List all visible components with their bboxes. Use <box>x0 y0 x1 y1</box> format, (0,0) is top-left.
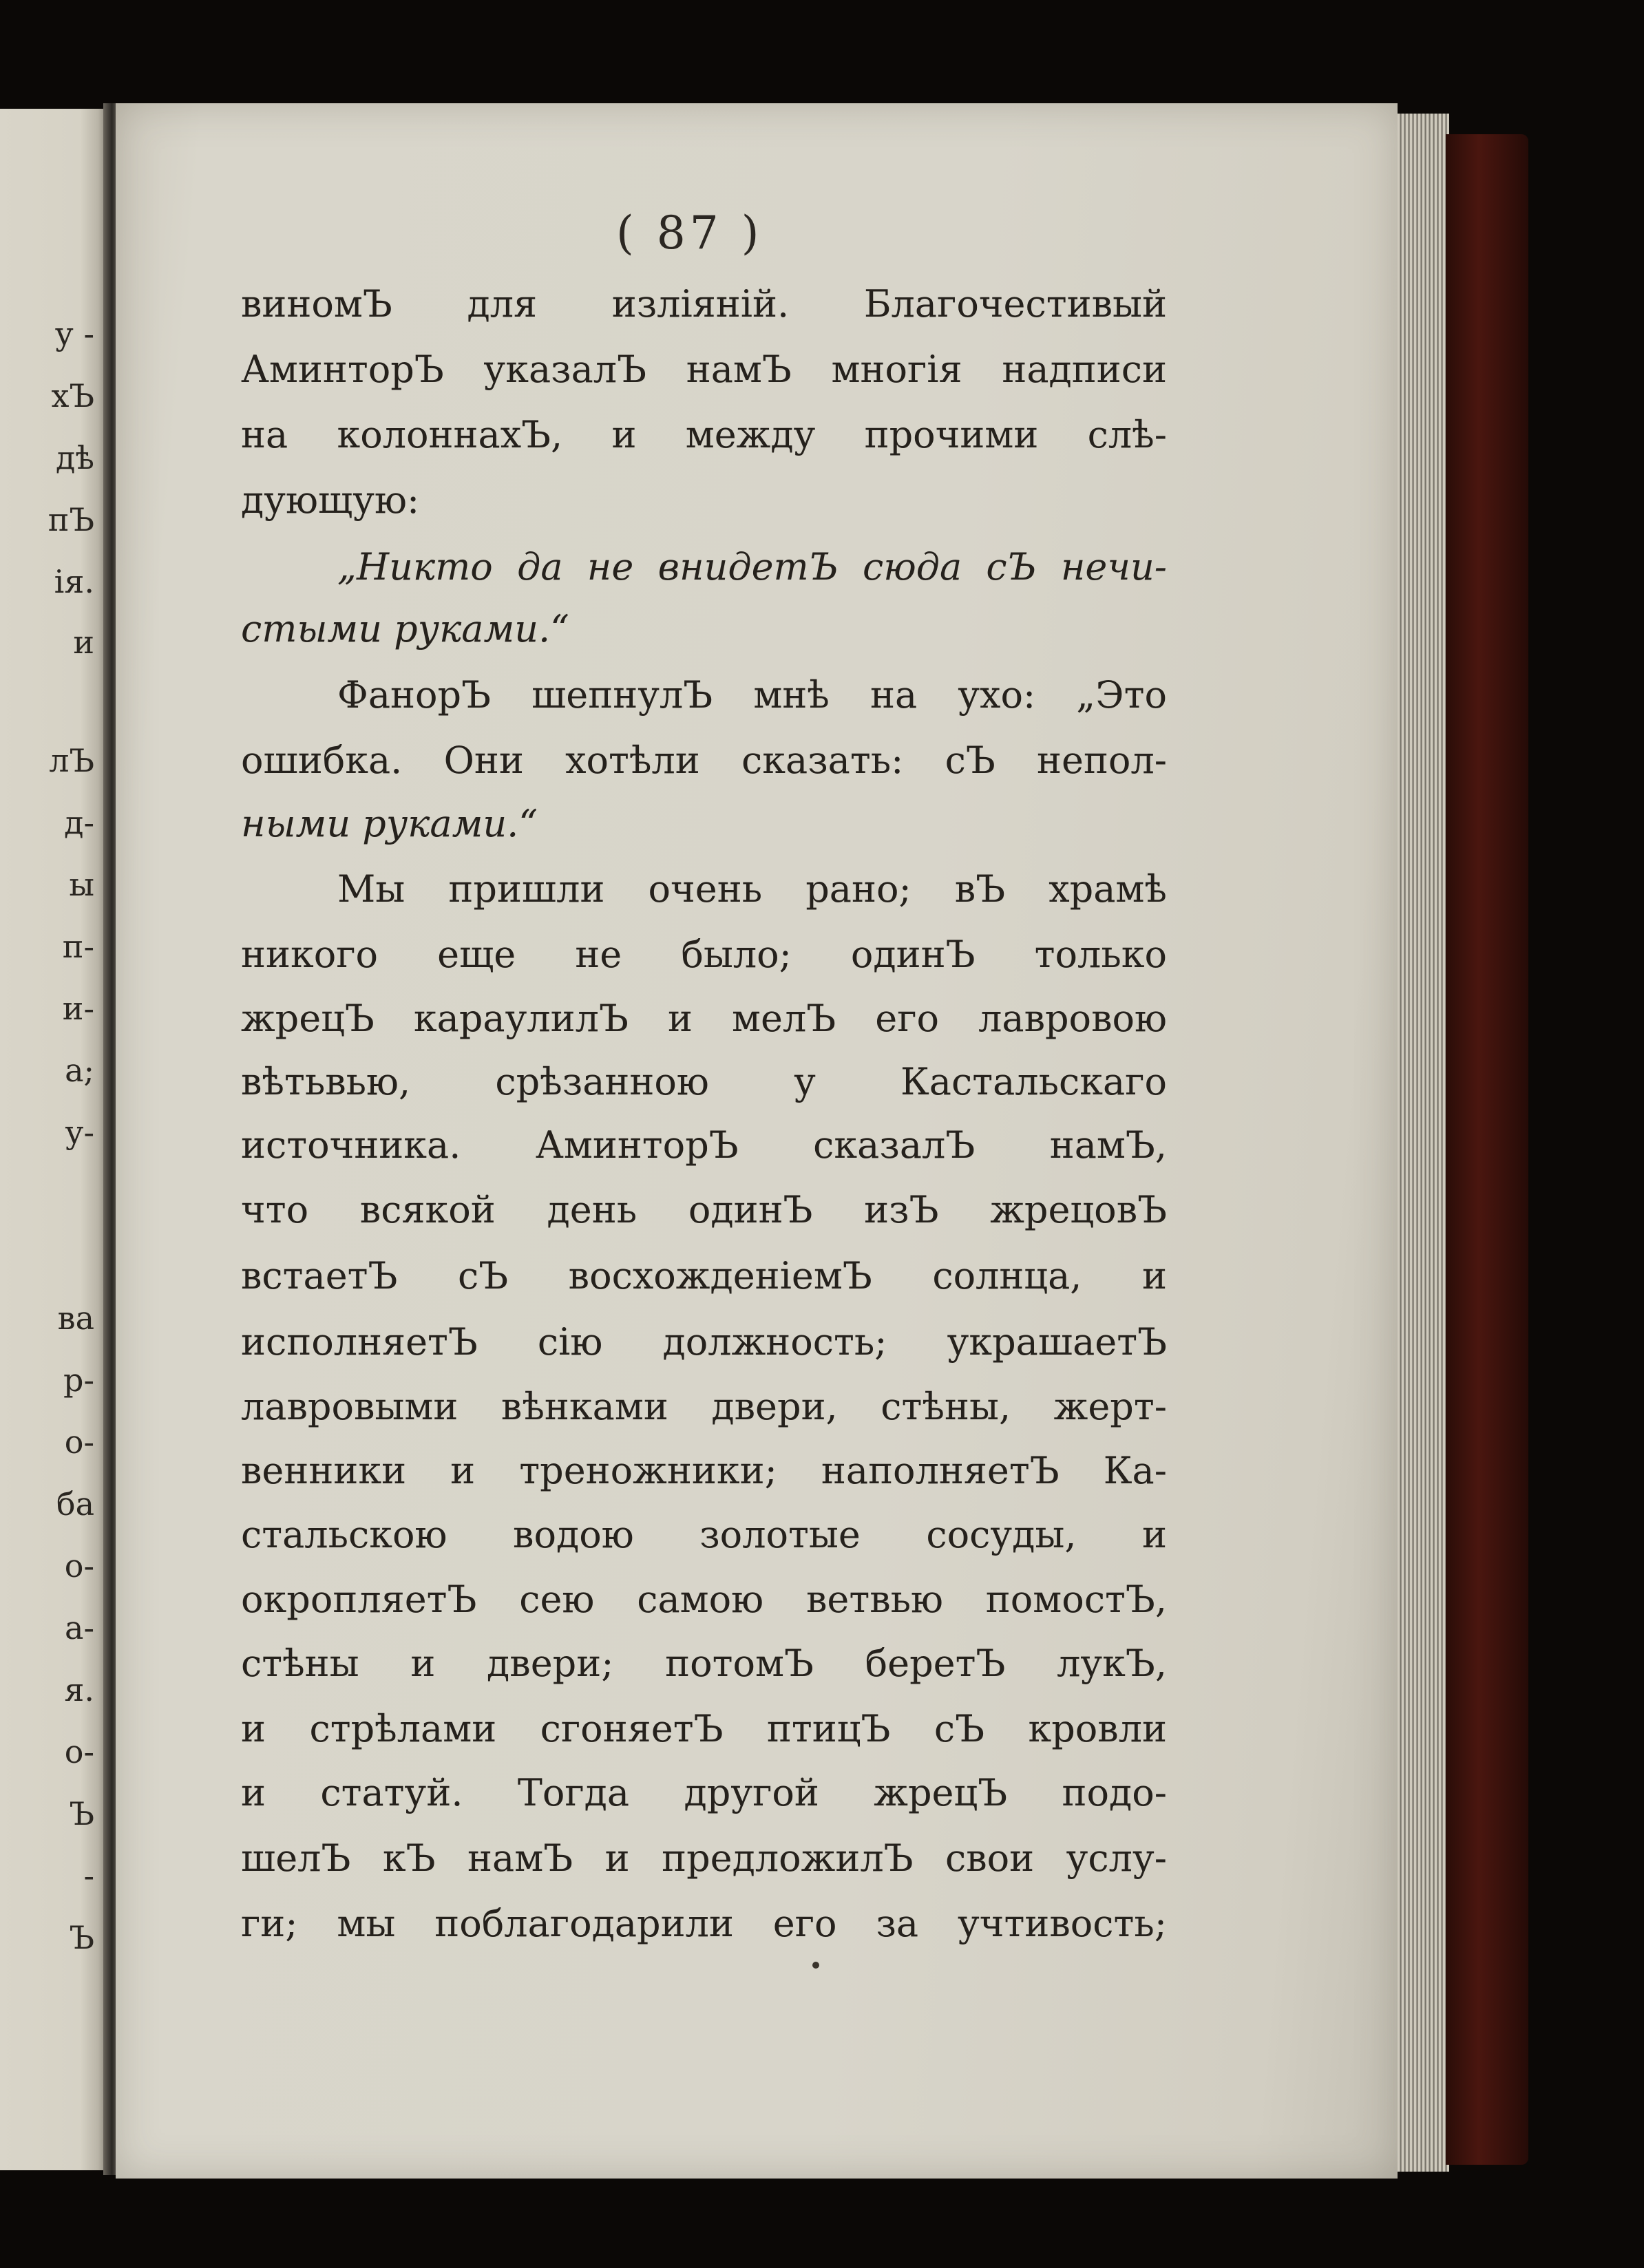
left-fragment: - <box>83 1857 94 1894</box>
left-fragment: лЪ <box>49 742 94 779</box>
left-fragment: ва <box>57 1300 94 1337</box>
left-fragment: ба <box>56 1485 94 1523</box>
left-fragment: и- <box>62 990 94 1027</box>
left-fragment: и <box>73 624 94 661</box>
page-edges <box>1398 114 1449 2172</box>
left-fragment: д- <box>64 804 94 841</box>
left-fragment: у - <box>54 315 94 352</box>
left-fragment: о- <box>64 1547 94 1585</box>
left-fragment: п- <box>62 928 94 965</box>
ink-speck <box>812 1962 819 1969</box>
left-page-edge <box>0 109 107 2170</box>
left-fragment: дѣ <box>55 439 94 476</box>
left-fragment: пЪ <box>48 501 94 538</box>
left-fragment: ія. <box>54 563 94 600</box>
left-fragment: Ъ <box>69 1795 94 1832</box>
page-number: ( 87 ) <box>616 206 763 259</box>
left-fragment: а- <box>65 1609 94 1646</box>
left-fragment: ы <box>69 866 94 903</box>
left-fragment: у- <box>65 1114 94 1151</box>
left-fragment: хЪ <box>51 377 94 414</box>
left-fragment: о- <box>64 1733 94 1770</box>
left-fragment: я. <box>64 1671 94 1708</box>
left-fragment: р- <box>63 1361 94 1399</box>
book-photo: у - хЪ дѣ пЪ ія. и лЪ д- ы п- и- а; у- ва р- о- ба о- а- я. о- Ъ - Ъ ( 87 ) виномЪ для изліяній. Благочестивый АминторЪ указалЪ намЪ многія надписи на колоннахЪ, и между прочими слѣ- дующую: „Никто да не внидетЪ сюда сЪ нечи- стыми руками.“ ФанорЪ шепнулЪ мнѣ на ухо: „Это ошибка. Они хотѣли сказать: сЪ непол- ными руками.“ Мы пришли очень рано; вЪ храмѣ никого еще не было; одинЪ только жрецЪ караулилЪ и мелЪ его лавровою вѣтьвью, срѣзанною у Кастальскаго источника. АминторЪ сказалЪ намЪ, что всякой день одинЪ изЪ жрецовЪ встаетЪ сЪ восхожденіемЪ солнца, и исполняетЪ сію должность; украшаетЪ лавровыми вѣнками двери, стѣны, жерт- венники и треножники; наполняетЪ Ка- стальскою водою золотые сосуды, и окропляетЪ сею самою ветвью помостЪ, стѣны и двери; потомЪ беретЪ лукЪ, и стрѣлами сгоняетЪ птицЪ сЪ кровли и статуй. Тогда другой жрецЪ подо- шелЪ кЪ намЪ и предложилЪ свои услу- ги; мы поблагодарили его за учтивость; <box>0 0 1644 2268</box>
book-cover <box>1446 134 1528 2165</box>
left-fragment: Ъ <box>69 1919 94 1956</box>
left-fragment: о- <box>64 1423 94 1461</box>
left-fragment: а; <box>65 1052 94 1089</box>
